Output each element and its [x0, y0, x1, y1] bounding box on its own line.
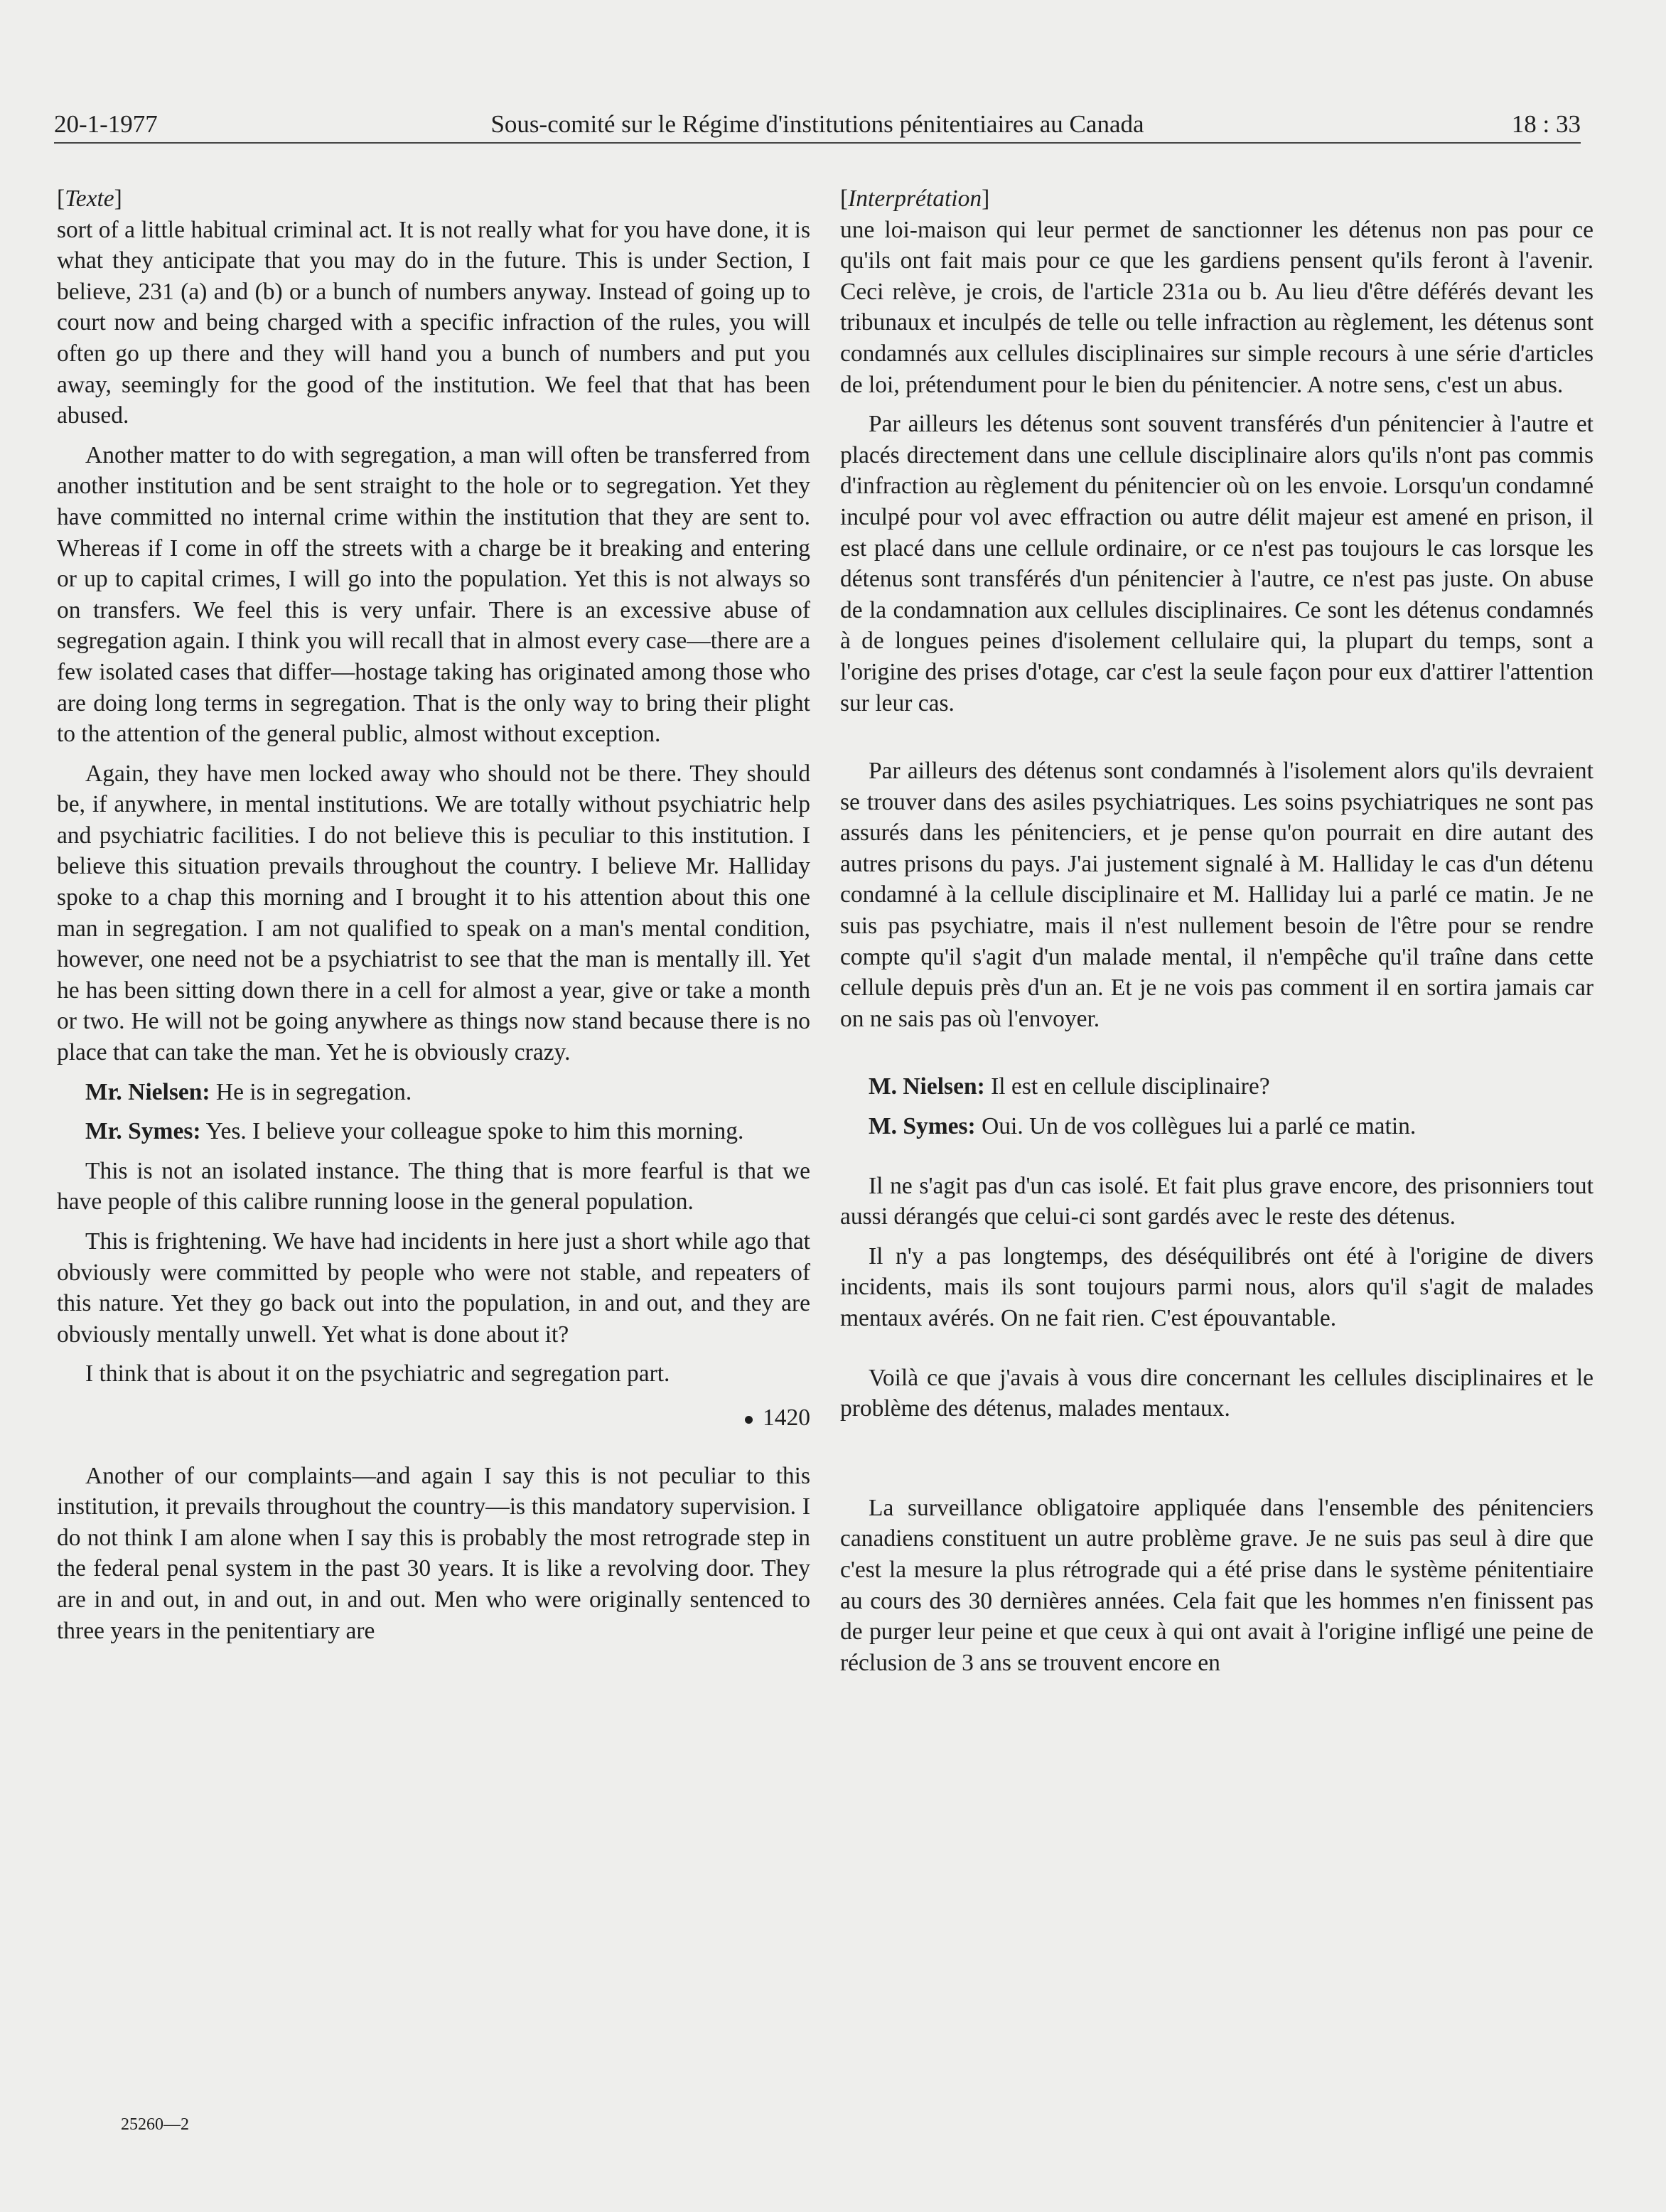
paragraph: La surveillance obligatoire appliquée dans l'ensemble des pénitenciers canadiens constituent un autre problème grave. Je ne suis pas seul à dire que c'est la mesure la plus rétrograde qui a été prise dans le système pénitentiaire au cours des 30 dernières années. Cela fait que les hommes n'en finissent pas de purger leur peine et que ceux à qui ont avait à l'origine infligé une peine de réclusion de 3 ans se trouvent encore en	[840, 1494, 1594, 1676]
footer-code: 25260—2	[121, 2115, 189, 2134]
page-header	[54, 105, 1581, 144]
paragraph: sort of a little habitual criminal act. It is not really what for you have done, it is what they anticipate that you may do in the future. This is under Section, I believe, 231 (a) and (b) or a bunch of numbers anyway. Instead of going up to court now and being charged with a specific infraction of the rules, you will often go up there and they will hand you a bunch of numbers and put you away, seemingly for the good of the institution. We feel that that has been abused.	[57, 216, 810, 429]
time-marker-text: 1420	[763, 1404, 810, 1431]
paragraph: Par ailleurs des détenus sont condamnés à l'isolement alors qu'ils devraient se trouver dans des asiles psychiatriques. Les soins psychiatriques ne sont pas assurés dans les pénitenciers, et je pense qu'on pourrait en dire autant des autres prisons du pays. J'ai justement signalé à M. Halliday le cas d'un détenu condamné à la cellule disciplinaire et M. Halliday lui a parlé ce matin. Je ne suis pas psychiatre, mais il n'est nullement besoin de l'être pour se rendre compte qu'il s'agit d'un malade mental, il n'empêche qu'il traîne dans cette cellule depuis près d'un an. Et je ne vois pas comment il en sortira jamais car on ne sais pas où l'envoyer.	[840, 758, 1594, 1032]
paragraph: This is frightening. We have had incidents in here just a short while ago that obviously were committed by people who were not stable, and repeaters of this nature. Yet they go back out into the population, in and out, and they are obviously mentally unwell. Yet what is done about it?	[57, 1228, 810, 1348]
page-number: 18 : 33	[1511, 110, 1581, 138]
speaker-name: Mr. Nielsen:	[85, 1078, 210, 1105]
paragraph: une loi-maison qui leur permet de sanctionner les détenus non pas pour ce qu'ils ont fait mais pour ce que les gardiens pensent qu'ils feront à l'avenir. Ceci relève, je crois, de l'article 231a ou b. Au lieu d'être déférés devant les tribunaux et inculpés de telle ou telle infraction au règlement, les détenus sont condamnés aux cellules disciplinaires sur simple recours à une série d'articles de loi, prétendument pour le bien du pénitencier. A notre sens, c'est un abus.	[840, 216, 1594, 398]
header-title: Sous-comité sur le Régime d'institutions pénitentiaires au Canada	[490, 110, 1144, 138]
speaker-line	[57, 1077, 810, 1108]
language-label-text: Interprétation	[848, 186, 982, 212]
french-column	[840, 183, 1594, 1687]
speech-text: Oui. Un de vos collègues lui a parlé ce matin.	[975, 1113, 1417, 1140]
speech-text: Yes. I believe your colleague spoke to him this morning.	[200, 1118, 744, 1145]
english-column	[57, 183, 810, 1655]
header-date: 20-1-1977	[54, 110, 158, 138]
paragraph: This is not an isolated instance. The thing that is more fearful is that we have people of this calibre running loose in the general population.	[57, 1157, 810, 1215]
paragraph: I think that is about it on the psychiatric and segregation part.	[85, 1360, 670, 1387]
speech-text: Il est en cellule disciplinaire?	[984, 1073, 1270, 1100]
bullet-icon	[745, 1416, 753, 1424]
speaker-name: Mr. Symes:	[85, 1118, 201, 1145]
paragraph: Again, they have men locked away who should not be there. They should be, if anywhere, in mental institutions. We are totally without psychiatric help and psychiatric facilities. I do not believe this is peculiar to this institution. I believe this situation prevails throughout the country. I believe Mr. Halliday spoke to a chap this morning and I brought it to his attention about this one man in segregation. I am not qualified to speak on a man's mental condition, however, one need not be a psychiatrist to see that the man is mentally ill. Yet he has been sitting down there in a cell for almost a year, give or take a month or two. He will not be going anywhere as things now stand because there is no place that can take the man. Yet he is obviously crazy.	[57, 760, 810, 1066]
speaker-name: M. Symes:	[869, 1113, 976, 1140]
paragraph: Another of our complaints—and again I say this is not peculiar to this institution, it prevails throughout the country—is this mandatory supervision. I do not think I am alone when I say this is probably the most retrograde step in the federal penal system in the past 30 years. It is like a revolving door. They are in and out, in and out, in and out. Men who were originally sentenced to three years in the penitentiary are	[57, 1462, 810, 1644]
paragraph: Il n'y a pas longtemps, des déséquilibrés ont été à l'origine de divers incidents, mais ils sont toujours parmi nous, alors qu'il s'agit de malades mentaux avérés. On ne fait rien. C'est épouvantable.	[840, 1242, 1594, 1331]
paragraph: Il ne s'agit pas d'un cas isolé. Et fait plus grave encore, des prisonniers tout aussi dérangés que celui-ci sont gardés avec le reste des détenus.	[840, 1172, 1594, 1230]
speaker-name: M. Nielsen:	[869, 1073, 985, 1100]
time-marker	[57, 1402, 810, 1434]
speaker-line	[840, 1071, 1594, 1102]
paragraph: Par ailleurs les détenus sont souvent transférés d'un pénitencier à l'autre et placés directement dans une cellule disciplinaire alors qu'ils n'ont pas commis d'infraction au règlement du pénitencier où on les envoie. Lorsqu'un condamné inculpé pour vol avec effraction ou autre délit majeur est amené en prison, il est placé dans une cellule ordinaire, or ce n'est pas toujours le cas lorsque les détenus sont transférés d'un pénitencier à l'autre, ce n'est pas juste. On abuse de la condamnation aux cellules disciplinaires. Ce sont les détenus condamnés à de longues peines d'isolement cellulaire qui, la plupart du temps, sont a l'origine des prises d'otage, car c'est la seule façon pour eux d'attirer l'attention sur leur cas.	[840, 411, 1594, 716]
paragraph: Another matter to do with segregation, a man will often be transferred from another institution and be sent straight to the hole or to segregation. Yet they have committed no internal crime within the institution that they are sent to. Whereas if I come in off the streets with a charge be it breaking and entering or up to capital crimes, I will go into the population. Yet this is not always so on transfers. We feel this is very unfair. There is an excessive abuse of segregation again. I think you will recall that in almost every case—there are a few isolated cases that differ—hostage taking has originated among those who are doing long terms in segregation. That is the only way to bring their plight to the attention of the general public, almost without exception.	[57, 441, 810, 748]
language-label-text: Texte	[65, 186, 114, 212]
language-label: [Interprétation]	[840, 186, 990, 212]
speaker-line	[840, 1111, 1594, 1142]
paragraph: Voilà ce que j'avais à vous dire concernant les cellules disciplinaires et le problème des détenus, malades mentaux.	[840, 1364, 1594, 1422]
speech-text: He is in segregation.	[210, 1078, 412, 1105]
speaker-line	[57, 1116, 810, 1147]
header-rule	[54, 142, 1581, 144]
language-label: [Texte]	[57, 186, 122, 212]
